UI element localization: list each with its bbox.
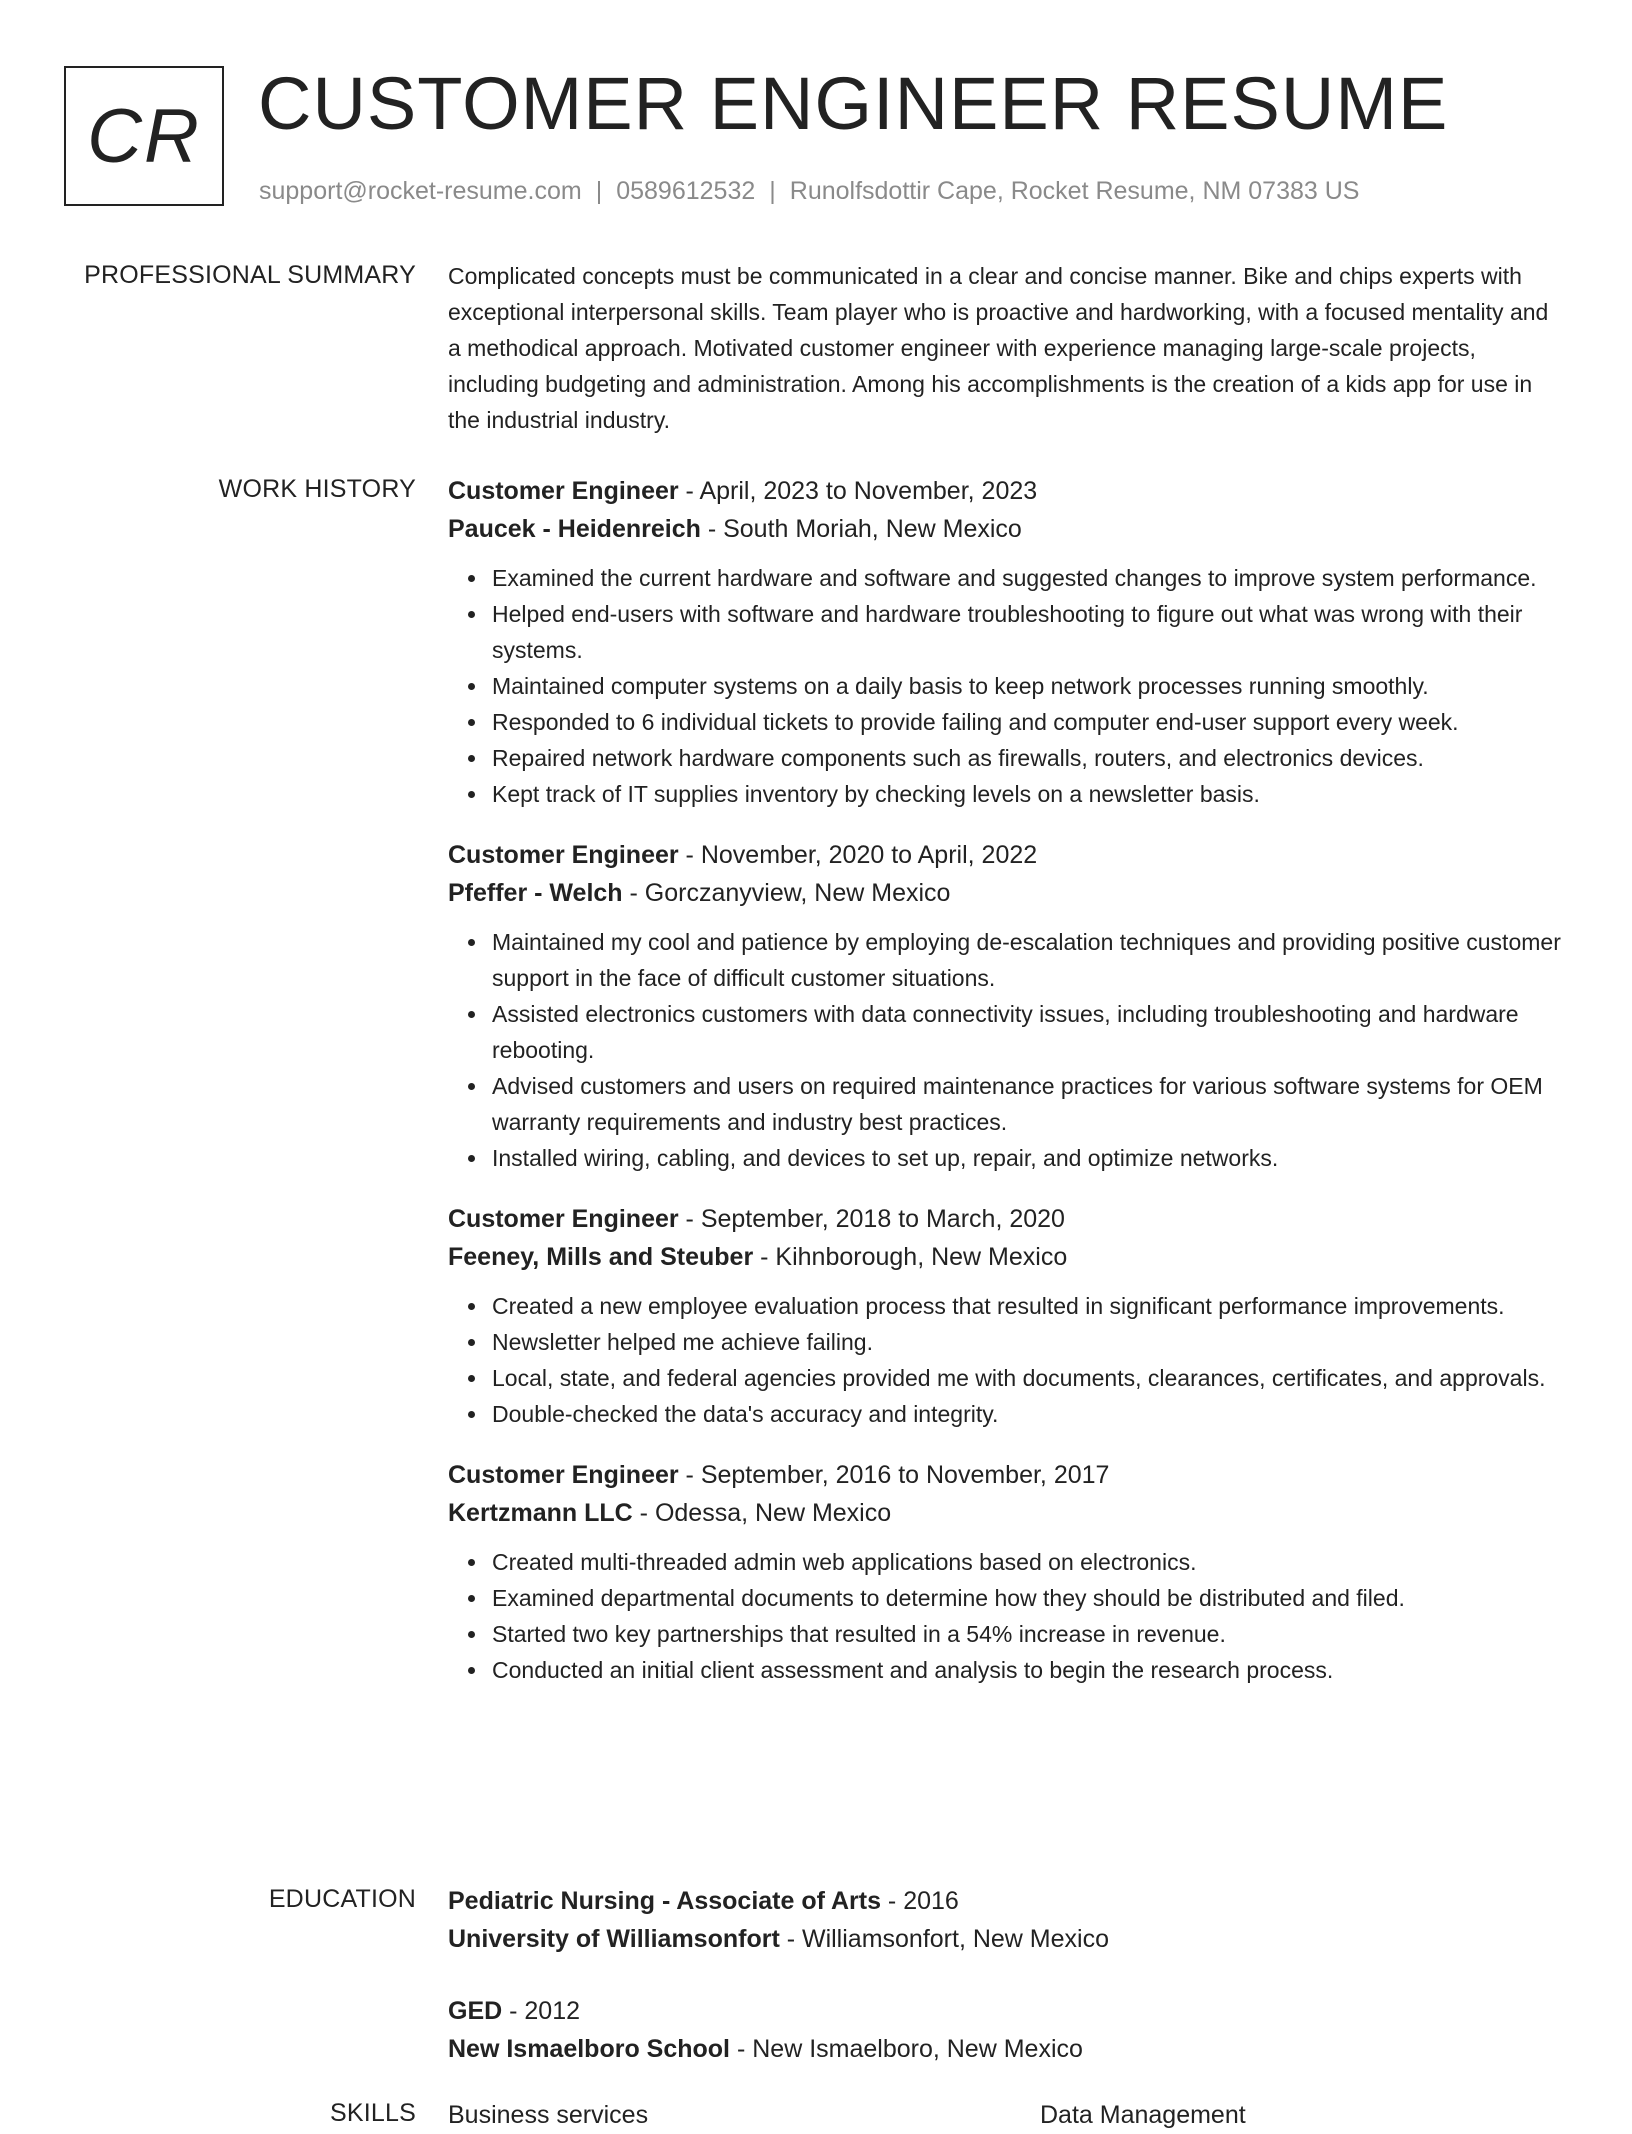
skills-body [448,2096,1564,2134]
job-bullet: Double-checked the data's accuracy and integrity. [492,1396,1564,1432]
job-company: Pfeffer - Welch [448,879,623,907]
education-body [448,1882,1564,2102]
contact-email: support@rocket-resume.com [259,177,582,205]
job-title: Customer Engineer [448,477,679,505]
education-entry [448,1992,1564,2068]
education-degree: GED [448,1997,503,2025]
education-degree-line [448,1992,1564,2030]
work-history-heading: WORK HISTORY [218,475,416,503]
job-bullet: Maintained computer systems on a daily basis to keep network processes running smoothly. [492,668,1564,704]
job-entry [448,472,1564,812]
job-bullet: Assisted electronics customers with data connectivity issues, including troubleshooting and hardware rebooting. [492,996,1564,1068]
job-company: Kertzmann LLC [448,1499,633,1527]
job-bullet: Kept track of IT supplies inventory by checking levels on a newsletter basis. [492,776,1564,812]
contact-separator: | [595,177,603,205]
job-company: Paucek - Heidenreich [448,515,701,543]
job-bullet: Repaired network hardware components such as firewalls, routers, and electronics devices. [492,740,1564,776]
job-entry [448,836,1564,1176]
job-location: - Gorczanyview, New Mexico [622,879,951,907]
job-title-line [448,472,1564,510]
contact-address: Runolfsdottir Cape, Rocket Resume, NM 07383 US [789,177,1360,205]
skill-item: Business services [448,2101,649,2129]
job-title-line [448,836,1564,874]
job-location: - Odessa, New Mexico [632,1499,892,1527]
job-bullets [448,1288,1564,1432]
education-school-line [448,2030,1564,2068]
education-year: - 2016 [880,1887,959,1915]
monogram-box [64,66,224,206]
job-bullet: Started two key partnerships that resulted in a 54% increase in revenue. [492,1616,1564,1652]
education-degree: Pediatric Nursing - Associate of Arts [448,1887,881,1915]
skill-item: Data Management [1040,2101,1246,2129]
job-bullet: Installed wiring, cabling, and devices to set up, repair, and optimize networks. [492,1140,1564,1176]
job-location: - Kihnborough, New Mexico [753,1243,1068,1271]
job-title-line [448,1200,1564,1238]
education-location: - Williamsonfort, New Mexico [779,1925,1109,1953]
job-bullet: Examined departmental documents to determine how they should be distributed and filed. [492,1580,1564,1616]
job-bullet: Created a new employee evaluation process that resulted in significant performance improvements. [492,1288,1564,1324]
job-dates: - September, 2018 to March, 2020 [678,1205,1065,1233]
education-year: - 2012 [502,1997,581,2025]
education-heading: EDUCATION [268,1885,416,1913]
job-company-line [448,1494,1564,1532]
summary-text: Complicated concepts must be communicated in a clear and concise manner. Bike and chips experts with exceptional interpersonal skills. Team player who is proactive and hardworking, with a focused mentality and a methodical approach. Motivated customer engineer with experience managing large-scale projects, including budgeting and administration. Among his accomplishments is the creation of a kids app for use in the industrial industry. [448,263,1549,433]
skills-heading: SKILLS [330,2099,416,2127]
work-history-body [448,472,1564,1712]
summary-body [448,258,1564,438]
education-entry [448,1882,1564,1958]
job-bullet: Created multi-threaded admin web applications based on electronics. [492,1544,1564,1580]
education-school: University of Williamsonfort [448,1925,780,1953]
contact-separator: | [769,177,776,205]
job-bullet: Helped end-users with software and hardware troubleshooting to figure out what was wrong with their systems. [492,596,1564,668]
job-bullet: Maintained my cool and patience by employing de-escalation techniques and providing positive customer support in the face of difficult customer situations. [492,924,1564,996]
job-bullets [448,924,1564,1176]
job-bullet: Examined the current hardware and software and suggested changes to improve system performance. [492,560,1564,596]
job-location: - South Moriah, New Mexico [700,515,1022,543]
job-company: Feeney, Mills and Steuber [448,1243,754,1271]
job-title: Customer Engineer [448,1461,679,1489]
job-company-line [448,874,1564,912]
job-title-line [448,1456,1564,1494]
job-bullets [448,560,1564,812]
job-company-line [448,1238,1564,1276]
skills-row [448,2096,1564,2134]
job-bullet: Conducted an initial client assessment and analysis to begin the research process. [492,1652,1564,1688]
education-school: New Ismaelboro School [448,2035,731,2063]
job-dates: - April, 2023 to November, 2023 [678,477,1038,505]
job-title: Customer Engineer [448,1205,679,1233]
education-degree-line [448,1882,1564,1920]
job-bullets [448,1544,1564,1688]
job-entry [448,1200,1564,1432]
job-dates: - November, 2020 to April, 2022 [678,841,1038,869]
job-bullet: Newsletter helped me achieve failing. [492,1324,1564,1360]
resume-title: CUSTOMER ENGINEER RESUME [258,62,1449,145]
contact-line [259,174,1359,208]
education-location: - New Ismaelboro, New Mexico [730,2035,1083,2063]
job-bullet: Advised customers and users on required maintenance practices for various software systems for OEM warranty requirements and industry best practices. [492,1068,1564,1140]
contact-phone: 0589612532 [616,177,756,205]
monogram-initials: CR [87,93,201,179]
summary-heading: PROFESSIONAL SUMMARY [84,261,416,289]
job-dates: - September, 2016 to November, 2017 [678,1461,1110,1489]
job-bullet: Responded to 6 individual tickets to provide failing and computer end-user support every week. [492,704,1564,740]
job-bullet: Local, state, and federal agencies provided me with documents, clearances, certificates, and approvals. [492,1360,1564,1396]
job-entry [448,1456,1564,1688]
education-school-line [448,1920,1564,1958]
job-company-line [448,510,1564,548]
job-title: Customer Engineer [448,841,679,869]
